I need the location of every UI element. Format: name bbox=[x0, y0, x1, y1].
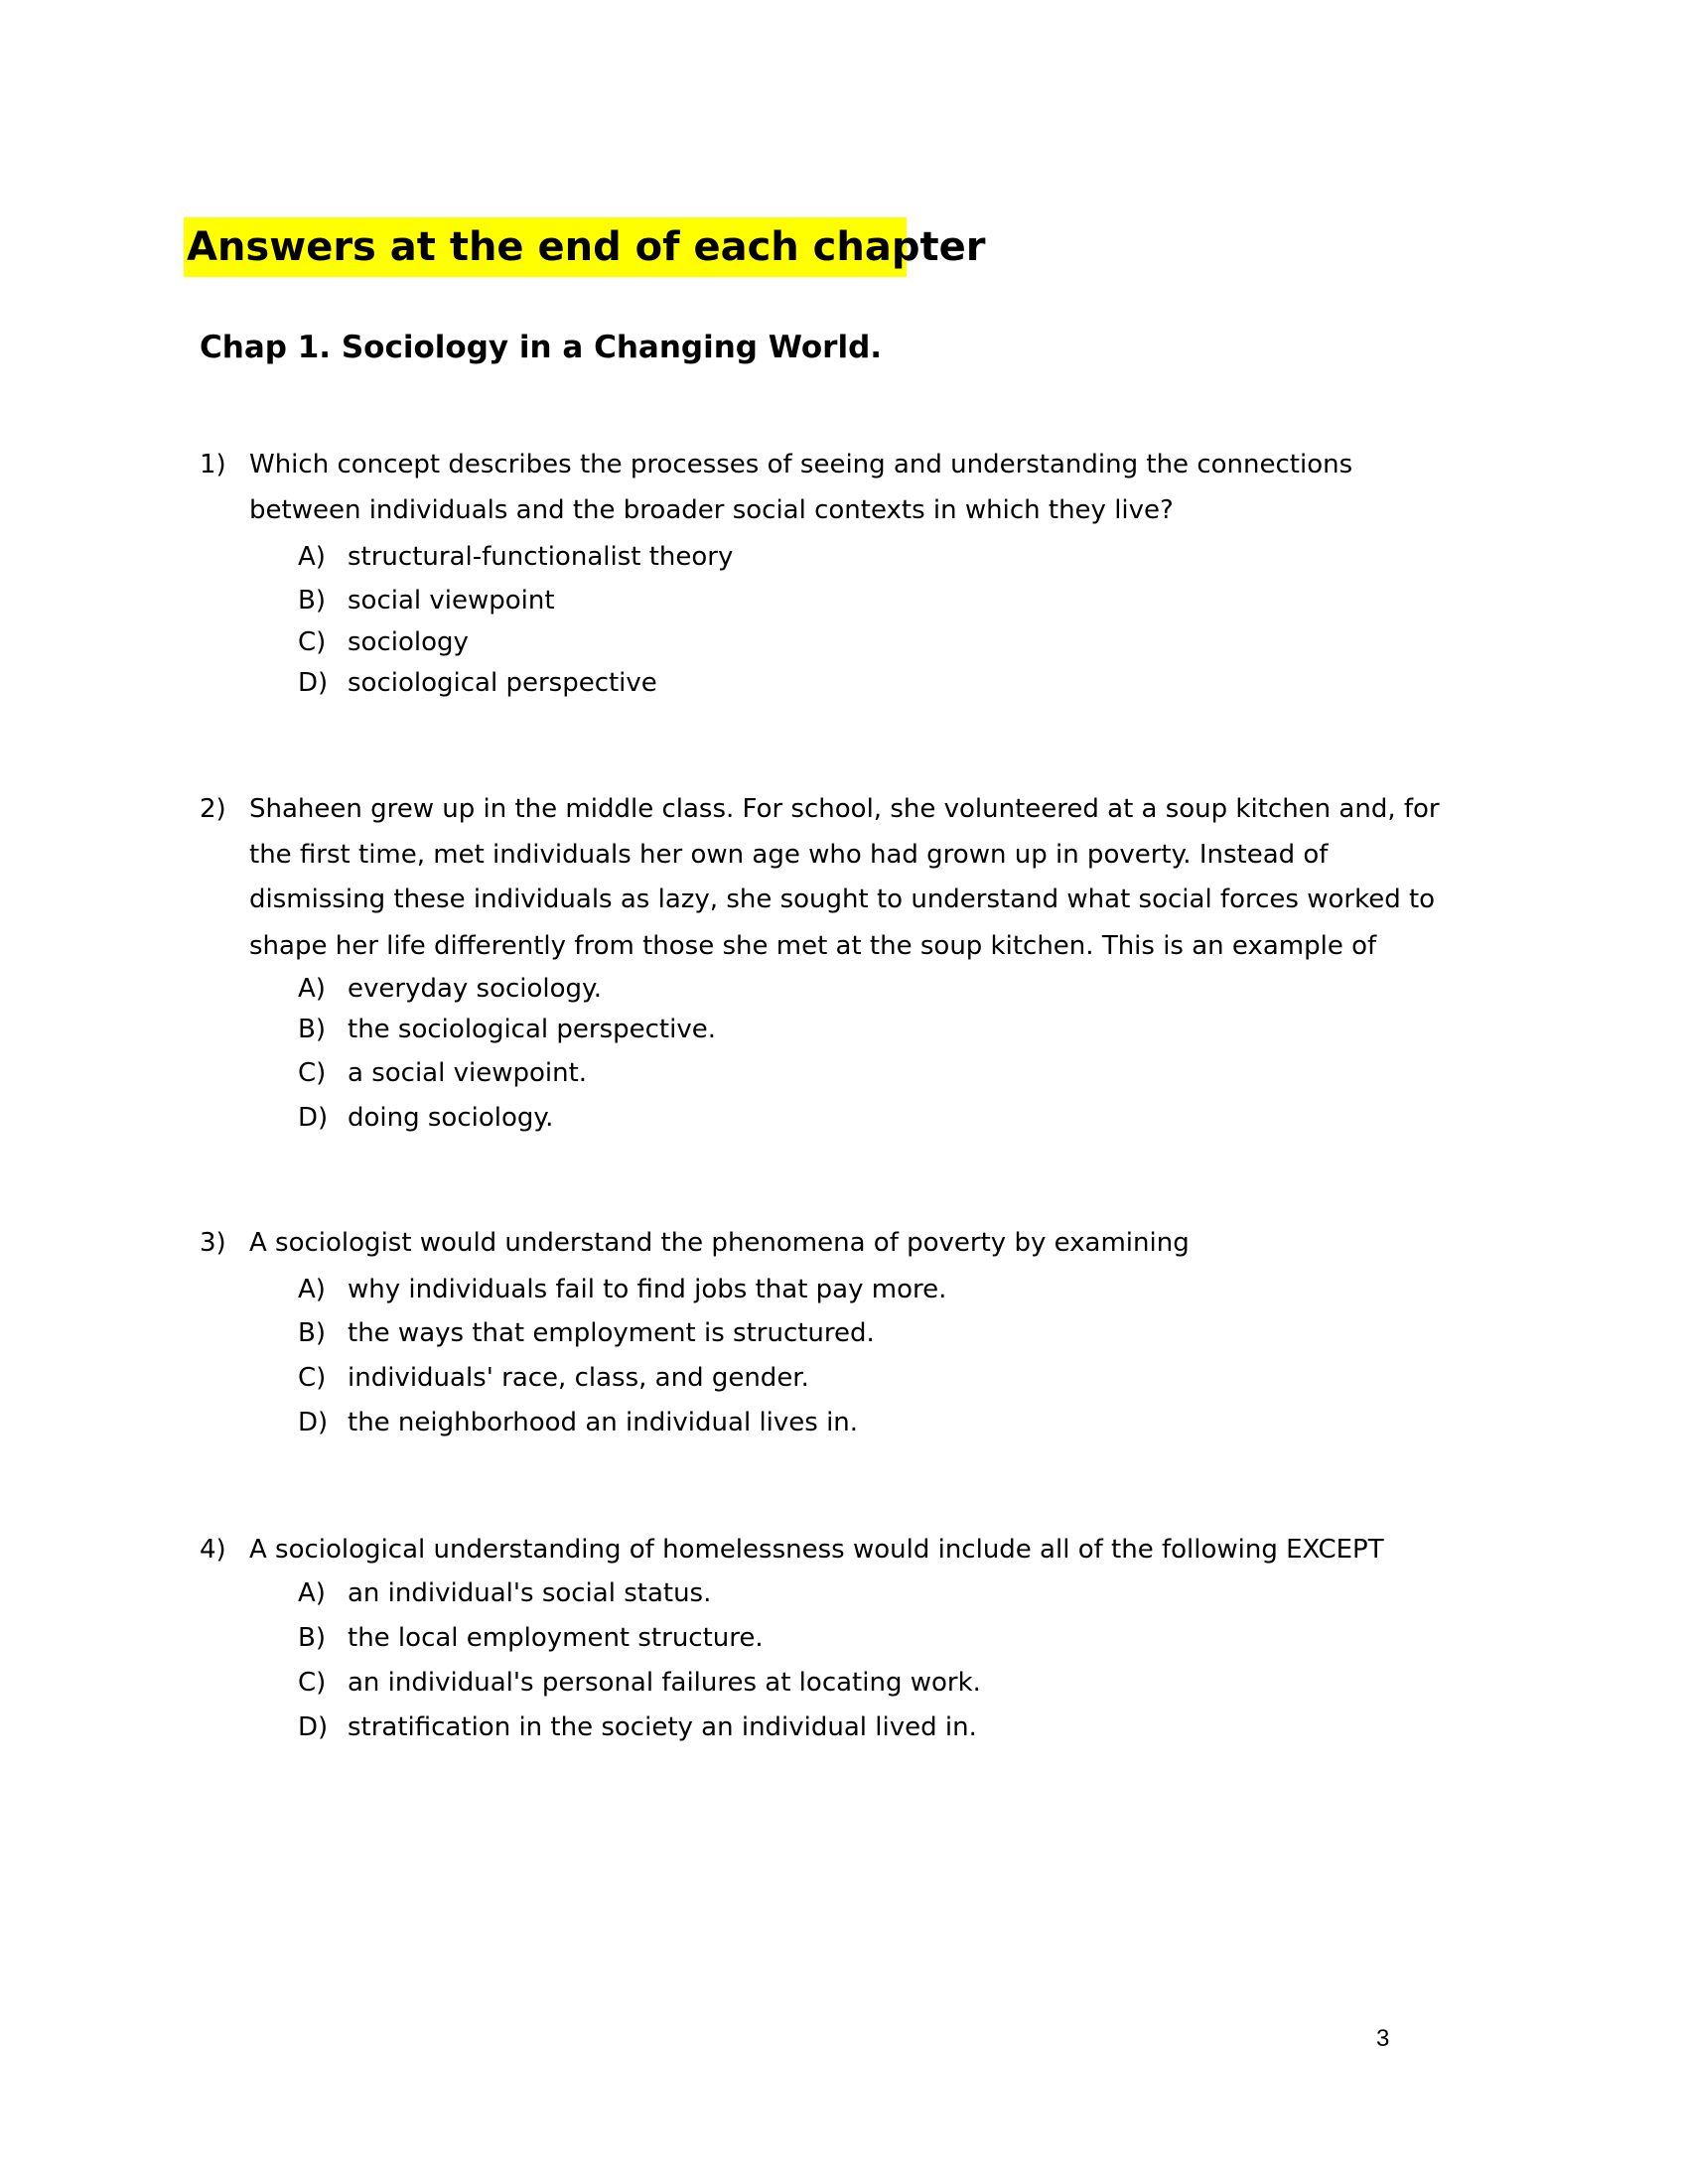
option-text: why individuals fail to find jobs that pay more. bbox=[348, 1275, 947, 1304]
option-label: A) bbox=[298, 1275, 326, 1304]
question-text-line: Shaheen grew up in the middle class. For school, she volunteered at a soup kitchen and, for bbox=[249, 794, 1440, 824]
option-label: C) bbox=[298, 1363, 327, 1393]
option-label: B) bbox=[298, 586, 326, 615]
option-text: a social viewpoint. bbox=[348, 1058, 588, 1088]
option-text: everyday sociology. bbox=[348, 974, 603, 1004]
option-text: the sociological perspective. bbox=[348, 1015, 716, 1044]
option-text: sociology bbox=[348, 627, 469, 657]
option-text: structural-functionalist theory bbox=[348, 542, 734, 572]
option-text: individuals' race, class, and gender. bbox=[348, 1363, 809, 1393]
option-label: D) bbox=[298, 668, 329, 698]
option-text: social viewpoint bbox=[348, 586, 555, 615]
option-label: B) bbox=[298, 1623, 326, 1653]
option-text: the neighborhood an individual lives in. bbox=[348, 1408, 859, 1437]
option-text: stratification in the society an individual lived in. bbox=[348, 1712, 977, 1742]
question-number: 4) bbox=[200, 1535, 226, 1565]
option-label: C) bbox=[298, 1058, 327, 1088]
option-label: A) bbox=[298, 1578, 326, 1608]
chapter-heading: Chap 1. Sociology in a Changing World. bbox=[200, 330, 883, 365]
option-text: an individual's social status. bbox=[348, 1578, 712, 1608]
question-text-line: between individuals and the broader social contexts in which they live? bbox=[249, 495, 1174, 525]
question-text-line: the first time, met individuals her own age who had grown up in poverty. Instead of bbox=[249, 840, 1329, 870]
option-label: A) bbox=[298, 542, 326, 572]
option-text: the ways that employment is structured. bbox=[348, 1318, 875, 1348]
option-label: B) bbox=[298, 1015, 326, 1044]
option-text: sociological perspective bbox=[348, 668, 657, 698]
option-text: the local employment structure. bbox=[348, 1623, 764, 1653]
page-number: 3 bbox=[1376, 2025, 1390, 2052]
option-label: D) bbox=[298, 1712, 329, 1742]
question-text-line: shape her life differently from those she met at the soup kitchen. This is an example of bbox=[249, 931, 1377, 961]
option-label: B) bbox=[298, 1318, 326, 1348]
option-label: D) bbox=[298, 1103, 329, 1133]
question-number: 3) bbox=[200, 1228, 226, 1258]
question-text-line: dismissing these individuals as lazy, she sought to understand what social forces worked to bbox=[249, 885, 1436, 914]
document-title: Answers at the end of each chapter bbox=[184, 217, 907, 277]
question-text-line: A sociological understanding of homelessness would include all of the following EXCEPT bbox=[249, 1535, 1384, 1565]
option-label: C) bbox=[298, 1668, 327, 1698]
question-number: 1) bbox=[200, 450, 226, 479]
option-text: doing sociology. bbox=[348, 1103, 554, 1133]
question-text-line: Which concept describes the processes of seeing and understanding the connections bbox=[249, 450, 1353, 479]
option-label: C) bbox=[298, 627, 327, 657]
option-text: an individual's personal failures at locating work. bbox=[348, 1668, 981, 1698]
question-number: 2) bbox=[200, 794, 226, 824]
question-text-line: A sociologist would understand the phenomena of poverty by examining bbox=[249, 1228, 1190, 1258]
option-label: D) bbox=[298, 1408, 329, 1437]
option-label: A) bbox=[298, 974, 326, 1004]
